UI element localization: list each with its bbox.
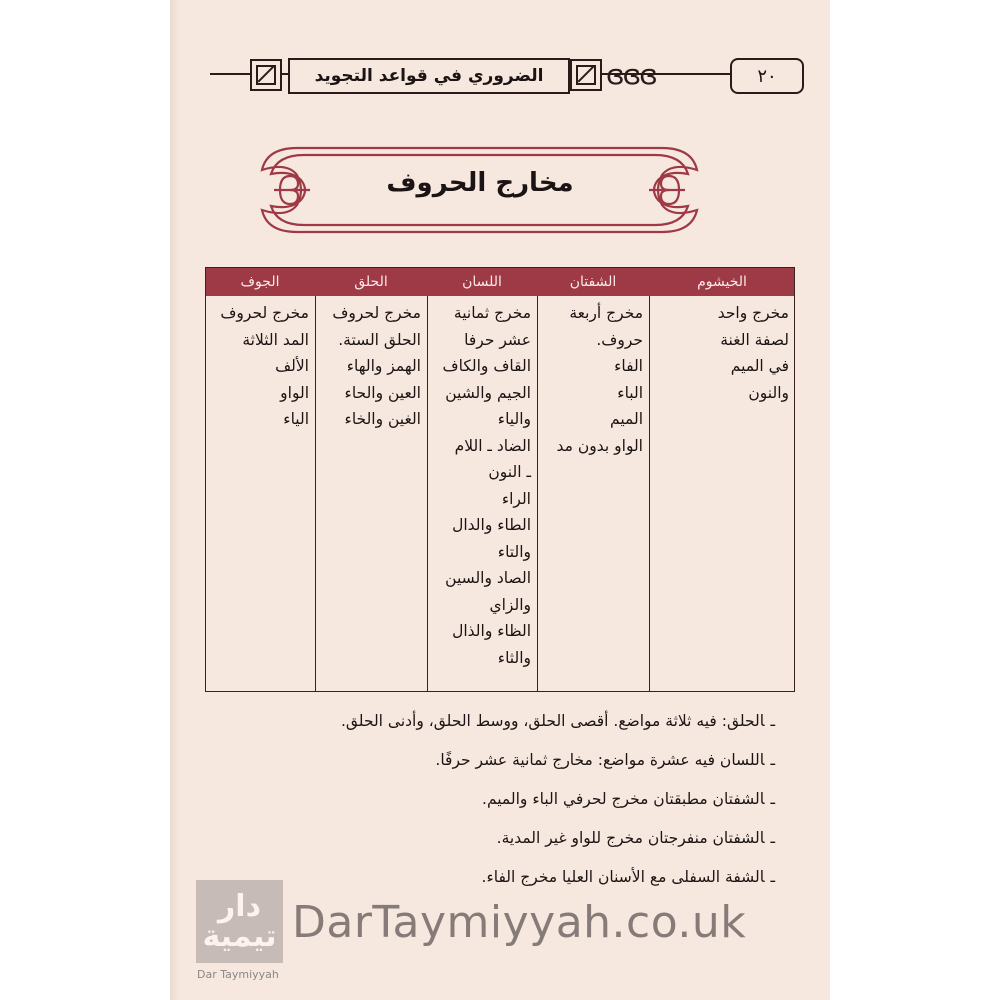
note-dash: ـ	[770, 868, 775, 886]
table-column-khayshum	[649, 267, 795, 692]
cell-line: مخرج أربعة	[569, 304, 643, 322]
cell-line: والتاء	[497, 542, 531, 561]
book-title-box	[288, 58, 570, 94]
cell-line: الفاء	[614, 357, 643, 375]
cell-line: الواو بدون مد	[556, 436, 643, 455]
cell-line: والياء	[497, 410, 531, 428]
column-cell	[211, 300, 309, 433]
cell-line: الياء	[283, 410, 309, 428]
cell-line: الراء	[501, 489, 531, 508]
page-header	[210, 55, 790, 95]
cell-line: حروف.	[596, 330, 643, 349]
watermark-logo	[196, 880, 283, 963]
cell-line: الضاد ـ اللام	[454, 436, 531, 455]
articulation-points-table	[205, 267, 795, 692]
page-number-box	[730, 58, 804, 94]
cell-line: لصفة الغنة	[720, 330, 789, 349]
cell-line: مخرج لحروف	[332, 304, 421, 322]
note-item	[215, 823, 775, 853]
cell-line: الجيم والشين	[445, 383, 531, 402]
column-header: الجوف	[205, 267, 315, 296]
column-header: اللسان	[427, 267, 537, 296]
note-text: الحلق: فيه ثلاثة مواضع. أقصى الحلق، ووسط الحلق، وأدنى الحلق.	[340, 712, 765, 730]
note-item	[215, 784, 775, 814]
section-title: مخارج الحروف	[386, 168, 574, 198]
table-column-jawf	[205, 267, 316, 692]
cell-line: والنون	[748, 383, 789, 402]
cell-line: الواو	[280, 383, 309, 402]
cell-line: الطاء والدال	[452, 516, 531, 534]
cell-line: القاف والكاف	[442, 357, 531, 375]
note-text: الشفتان مطبقتان مخرج لحرفي الباء والميم.	[482, 790, 765, 808]
cell-line: والثاء	[497, 648, 531, 667]
cell-line: مخرج واحد	[717, 304, 789, 322]
cell-line: مخرج ثمانية	[453, 304, 531, 322]
book-title: الضروري في قواعد التجويد	[314, 66, 544, 86]
column-cell	[321, 300, 421, 433]
notes-list	[215, 706, 775, 901]
cell-line: في الميم	[730, 357, 789, 375]
column-header: الحلق	[315, 267, 427, 296]
column-header: الخيشوم	[649, 267, 795, 296]
wave-ornament-icon: ɞɞɞ	[606, 58, 656, 91]
table-column-halq	[315, 267, 428, 692]
cell-line: الباء	[617, 383, 643, 402]
table-column-shafatan	[537, 267, 650, 692]
table-column-lisan	[427, 267, 538, 692]
note-dash: ـ	[770, 790, 775, 808]
cell-line: الصاد والسين	[445, 569, 531, 587]
note-item	[215, 745, 775, 775]
ornament-square-icon	[250, 59, 282, 91]
cell-line: الهمز والهاء	[346, 357, 421, 375]
note-dash: ـ	[770, 829, 775, 847]
cell-line: الظاء والذال	[452, 622, 531, 640]
column-cell	[543, 300, 643, 459]
cell-line: مخرج لحروف	[220, 304, 309, 322]
column-cell	[433, 300, 531, 671]
column-cell	[655, 300, 789, 406]
cell-line: العين والحاء	[344, 383, 421, 402]
cell-line: الغين والخاء	[344, 410, 421, 428]
watermark-site-text: DarTaymiyyah.co.uk	[292, 897, 747, 948]
page-number: ٢٠	[757, 65, 777, 87]
note-item	[215, 706, 775, 736]
cell-line: الألف	[275, 357, 309, 375]
watermark-logo-text: دار تيمية	[202, 888, 277, 954]
cell-line: والزاي	[489, 595, 531, 614]
cell-line: عشر حرفا	[464, 330, 531, 349]
note-text: الشفة السفلى مع الأسنان العليا مخرج الفاء.	[481, 868, 765, 886]
cell-line: ـ النون	[488, 463, 531, 481]
note-text: الشفتان منفرجتان مخرج للواو غير المدية.	[496, 829, 765, 847]
note-text: اللسان فيه عشرة مواضع: مخارج ثمانية عشر حرفًا.	[435, 751, 765, 769]
note-dash: ـ	[770, 712, 775, 730]
cell-line: الحلق الستة.	[338, 330, 421, 349]
cell-line: المد الثلاثة	[242, 330, 309, 349]
ornament-square-icon	[570, 59, 602, 91]
watermark-caption: Dar Taymiyyah	[197, 968, 279, 981]
book-page	[170, 0, 830, 1000]
note-dash: ـ	[770, 751, 775, 769]
cell-line: الميم	[610, 410, 643, 428]
note-item	[215, 862, 775, 892]
table-border-right	[794, 267, 795, 692]
column-header: الشفتان	[537, 267, 649, 296]
